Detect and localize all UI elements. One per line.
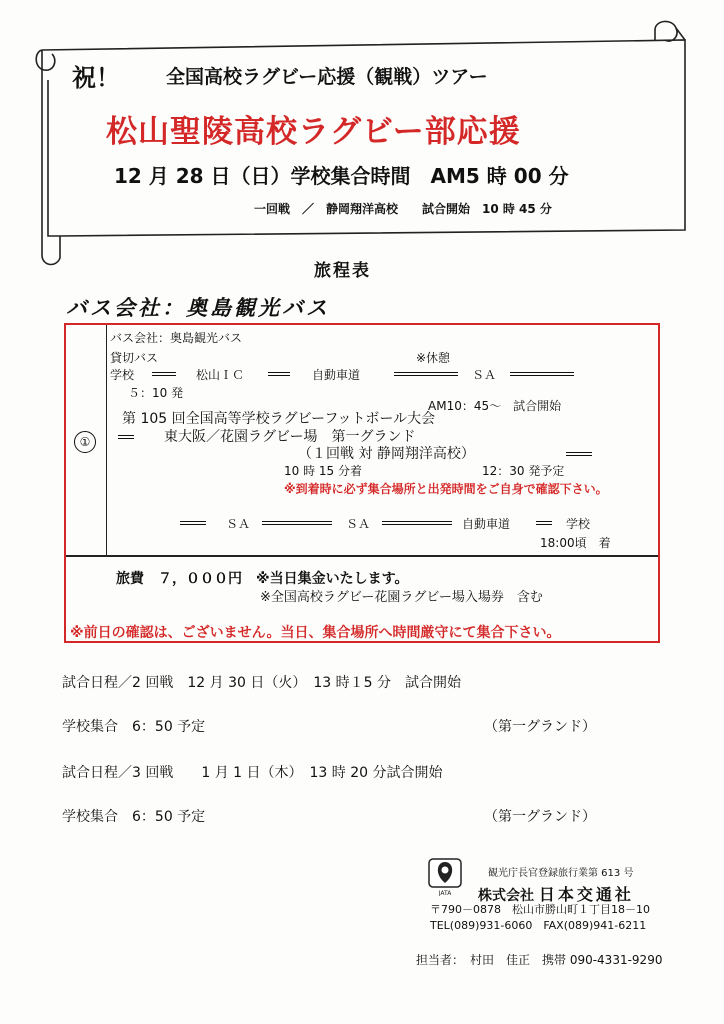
no-confirmation-note: ※前日の確認は、ございません。当日、集合場所へ時間厳守にて集合下さい。	[70, 625, 561, 641]
schedule-meet-2: 学校集合 6：50 予定	[62, 719, 206, 735]
route-connector	[394, 372, 458, 376]
charter-bus-label: 貸切バス	[110, 351, 159, 365]
route-connector	[536, 521, 552, 525]
return-expressway: 自動車道	[462, 517, 511, 531]
company-name-main: 日本交通社	[538, 885, 634, 904]
route-connector	[180, 521, 206, 525]
return-sa-1: ＳＡ	[226, 517, 251, 531]
row-number: ①	[74, 431, 96, 453]
travel-registration: 観光庁長官登録旅行業第 613 号	[488, 868, 634, 879]
column-divider	[106, 325, 107, 555]
route-connector	[152, 372, 176, 376]
first-match-info: 一回戦 ／ 静岡翔洋高校 試合開始 10 時 45 分	[254, 202, 552, 216]
logo-text: JATA	[438, 890, 452, 896]
departure-plan: 12：30 発予定	[482, 464, 565, 478]
match-start-time: AM10：45～ 試合開始	[428, 399, 562, 413]
route-sa: ＳＡ	[472, 368, 497, 382]
celebrate-badge: 祝！	[72, 63, 120, 92]
jata-logo-icon	[428, 858, 462, 896]
arrival-note: ※到着時に必ず集合場所と出発時間をご自身で確認下さい。	[284, 482, 608, 496]
bus-company-label: バス会社：奥島観光バス	[110, 331, 243, 345]
route-connector	[382, 521, 452, 525]
venue-name: 東大阪／花園ラグビー場 第一グランド	[164, 429, 416, 445]
tournament-name: 第 105 回全国高等学校ラグビーフットボール大会	[122, 411, 436, 427]
rest-note: ※休憩	[416, 351, 451, 365]
return-sa-2: ＳＡ	[346, 517, 371, 531]
route-connector	[262, 521, 332, 525]
company-tel-fax: TEL(089)931-6060 FAX(089)941-6211	[430, 919, 647, 932]
route-connector	[566, 452, 592, 456]
route-connector	[268, 372, 290, 376]
tour-title: 全国高校ラグビー応援（観戦）ツアー	[166, 66, 488, 88]
arrival-time: 10 時 15 分着	[284, 464, 362, 478]
return-school: 学校	[566, 517, 591, 531]
itinerary-title: 旅程表	[314, 261, 371, 281]
route-connector	[118, 435, 134, 439]
departure-time: ５：10 発	[128, 386, 184, 400]
schedule-round-2: 試合日程／2 回戦 12 月 30 日（火） 13 時１5 分 試合開始	[62, 675, 461, 691]
contact-person: 担当者： 村田 佳正 携帯 090-4331-9290	[416, 953, 663, 967]
schedule-meet-3: 学校集合 6：50 予定	[62, 809, 206, 825]
schedule-ground-2: （第一グランド）	[484, 719, 596, 735]
schedule-round-3: 試合日程／3 回戦 1 月 1 日（木） 13 時 20 分試合開始	[62, 765, 443, 781]
main-title: 松山聖陵高校ラグビー部応援	[106, 114, 521, 150]
schedule-ground-3: （第一グランド）	[484, 809, 596, 825]
travel-fee: 旅費 ７，０００円 ※当日集金いたします。	[116, 571, 409, 587]
meeting-time: 12 月 28 日（日）学校集合時間 AM5 時 00 分	[114, 164, 569, 188]
company-prefix: 株式会社	[478, 888, 534, 904]
company-address: 〒790－0878 松山市勝山町１丁目18－10	[430, 903, 650, 916]
bus-company-title: バス会社：奥島観光バス	[66, 296, 330, 320]
route-school: 学校	[110, 368, 135, 382]
route-expressway: 自動車道	[312, 368, 361, 382]
route-connector	[510, 372, 574, 376]
route-matsuyama-ic: 松山ＩＣ	[196, 368, 245, 382]
opponent-info: （１回戦 対 静岡翔洋高校）	[298, 446, 475, 462]
return-time: 18:00頃 着	[540, 536, 611, 550]
fee-includes: ※全国高校ラグビー花園ラグビー場入場券 含む	[260, 590, 543, 605]
